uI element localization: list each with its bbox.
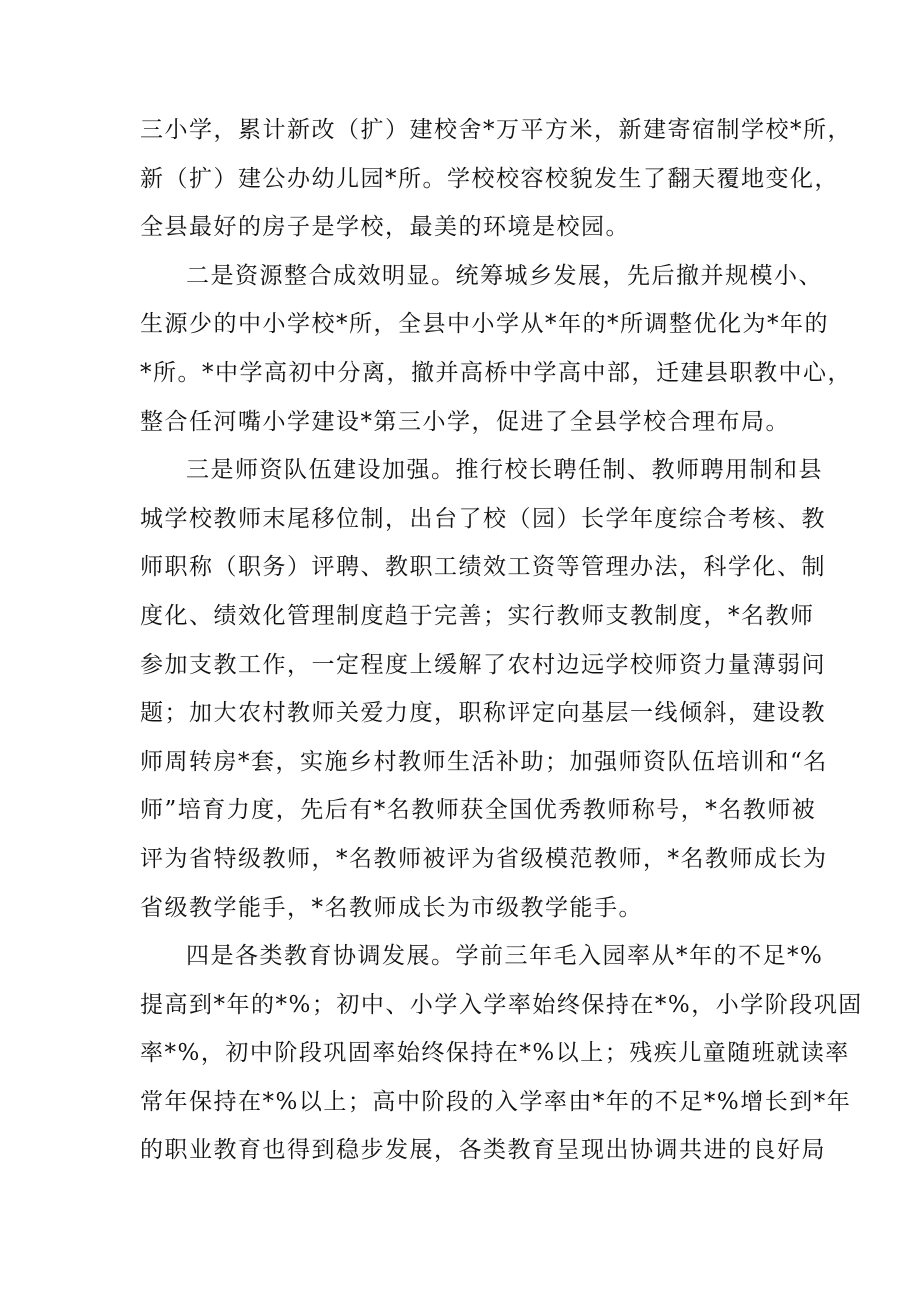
text-line: 生源少的中小学校*所，全县中小学从*年的*所调整优化为*年的 bbox=[140, 311, 829, 338]
document-body bbox=[140, 106, 863, 1175]
paragraph bbox=[140, 252, 852, 446]
text-line: 整合任河嘴小学建设*第三小学，促进了全县学校合理布局。 bbox=[140, 408, 790, 435]
text-line: 三是师资队伍建设加强。推行校长聘任制、教师聘用制和县 bbox=[186, 457, 823, 484]
text-line: 率*%，初中阶段巩固率始终保持在*%以上；残疾儿童随班就读率 bbox=[140, 1040, 850, 1067]
text-line: 师周转房*套，实施乡村教师生活补助；加强师资队伍培训和“名 bbox=[140, 748, 828, 775]
text-line: *所。*中学高初中分离，撤并高桥中学高中部，迁建县职教中心， bbox=[140, 359, 852, 386]
text-line: 三小学，累计新改（扩）建校舍*万平方米，新建寄宿制学校*所， bbox=[140, 117, 852, 143]
text-line: 城学校教师末尾移位制，出台了校（园）长学年度综合考核、教 bbox=[140, 505, 826, 532]
paragraph bbox=[140, 932, 863, 1175]
text-line: 提高到*年的*%；初中、小学入学率始终保持在*%，小学阶段巩固 bbox=[140, 991, 863, 1018]
text-line: 参加支教工作，一定程度上缓解了农村边远学校师资力量薄弱问 bbox=[140, 651, 826, 678]
text-line: 省级教学能手，*名教师成长为市级教学能手。 bbox=[140, 894, 643, 921]
text-line: 师”培育力度，先后有*名教师获全国优秀教师称号，*名教师被 bbox=[140, 797, 817, 824]
text-line: 师职称（职务）评聘、教职工绩效工资等管理办法，科学化、制 bbox=[140, 554, 826, 581]
text-line: 评为省特级教师，*名教师被评为省级模范教师，*名教师成长为 bbox=[140, 845, 828, 872]
text-line: 四是各类教育协调发展。学前三年毛入园率从*年的不足*% bbox=[186, 943, 824, 970]
text-line: 度化、绩效化管理制度趋于完善；实行教师支教制度，*名教师 bbox=[140, 602, 815, 629]
text-line: 的职业教育也得到稳步发展，各类教育呈现出协调共进的良好局 bbox=[140, 1137, 826, 1164]
paragraph bbox=[140, 446, 828, 932]
text-line: 新（扩）建公办幼儿园*所。学校校容校貌发生了翻天覆地变化， bbox=[140, 165, 839, 192]
text-line: 二是资源整合成效明显。统筹城乡发展，先后撤并规模小、 bbox=[186, 262, 823, 289]
paragraph bbox=[140, 106, 852, 252]
text-line: 常年保持在*%以上；高中阶段的入学率由*年的不足*%增长到*年 bbox=[140, 1088, 852, 1115]
text-line: 全县最好的房子是学校，最美的环境是校园。 bbox=[140, 214, 630, 241]
text-line: 题；加大农村教师关爱力度，职称评定向基层一线倾斜，建设教 bbox=[140, 700, 826, 727]
